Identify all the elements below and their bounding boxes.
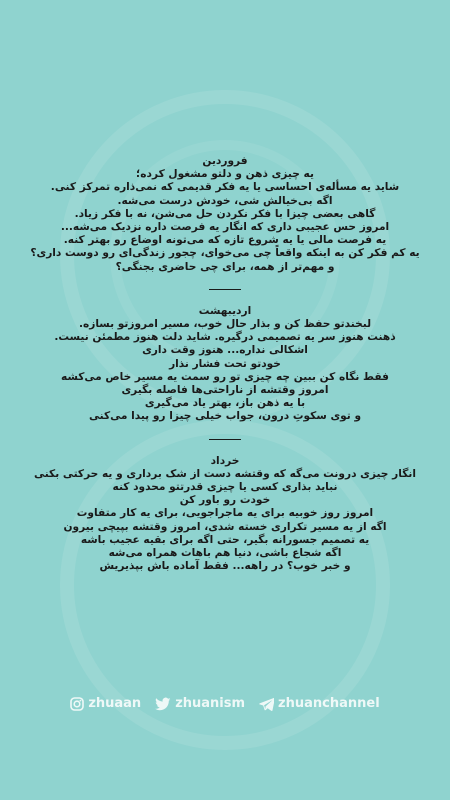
text-line: امروز وقتشه از ناراحتی‌ها فاصله بگیری [121, 384, 329, 397]
text-line: یه کم فکر کن به اینکه واقعاً چی می‌خوای، چجور زندگی‌ای رو دوست داری؟ [30, 247, 420, 260]
text-line: انگار چیزی درونت می‌گه که وقتشه دست از شک برداری و یه حرکتی بکنی [34, 467, 416, 480]
section-khordad [20, 455, 430, 574]
text-line: اگه شجاع باشی، دنیا هم باهات همراه می‌شه [108, 547, 342, 560]
text-line: فقط نگاه کن ببین چه چیزی تو رو سمت یه مسیر خاص می‌کشه [61, 370, 389, 383]
twitter-handle[interactable] [155, 696, 245, 711]
text-line: یه چیزی ذهن و دلتو مشغول کرده؛ [136, 168, 314, 181]
text-line: ذهنت هنوز سر یه تصمیمی درگیره. شاید دلت هنوز مطمئن نیست. [54, 331, 396, 344]
text-line: لبخندتو حفظ کن و بذار حال خوب، مسیر امروزتو بسازه. [78, 318, 372, 331]
section-divider [209, 289, 241, 290]
instagram-handle-text: zhuaan [88, 696, 142, 711]
text-line: خودت رو باور کن [179, 494, 271, 507]
instagram-handle[interactable] [70, 696, 141, 711]
twitter-icon [155, 697, 171, 711]
text-line: خودتو تحت فشار نذار [169, 357, 281, 370]
social-handles [0, 696, 450, 711]
section-title: خرداد [210, 454, 240, 467]
telegram-handle-text: zhuanchannel [278, 696, 380, 711]
telegram-icon [259, 697, 274, 711]
text-line: و خبر خوب؟ در راهه... فقط آماده باش بپذیریش [99, 560, 351, 573]
text-line: اگه بی‌خیالش شی، خودش درست می‌شه. [117, 194, 333, 207]
twitter-handle-text: zhuanism [175, 696, 246, 711]
text-line: اشکالی نداره... هنوز وقت داری [142, 344, 308, 357]
text-line: و مهم‌تر از همه، برای چی حاضری بجنگی؟ [115, 260, 335, 273]
text-line: نباید بذاری کسی یا چیزی قدرتتو محدود کنه [112, 481, 338, 494]
section-farvardin [20, 155, 430, 274]
instagram-icon [70, 697, 84, 711]
text-line: امروز حس عجیبی داری که انگار یه فرصت داره نزدیک می‌شه... [60, 221, 390, 234]
text-line: یه تصمیم جسورانه بگیر، حتی اگه برای بقیه عجیب باشه [80, 533, 370, 546]
text-line: و توی سکوتِ درون، جواب خیلی چیزا رو پیدا می‌کنی [88, 410, 362, 423]
text-line: با یه ذهن باز، بهتر یاد می‌گیری [144, 397, 306, 410]
text-line: اگه از یه مسیر تکراری خسته شدی، امروز وقتشه بپیچی بیرون [63, 520, 387, 533]
text-line: امروز روز خوبیه برای یه ماجراجویی، برای یه کار متفاوت [76, 507, 374, 520]
text-line: گاهی بعضی چیزا با فکر نکردن حل می‌شن، نه با فکر زیاد. [74, 207, 376, 220]
telegram-handle[interactable] [259, 696, 380, 711]
horoscope-text [20, 155, 430, 573]
section-ordibehesht [20, 305, 430, 424]
section-title: اردیبهشت [198, 304, 252, 317]
text-line: شاید یه مسأله‌ی احساسی یا یه فکر قدیمی که نمی‌ذاره تمرکز کنی. [50, 181, 400, 194]
text-line: یه فرصت مالی یا یه شروع تازه که می‌تونه اوضاع رو بهتر کنه. [63, 234, 387, 247]
section-title: فروردین [202, 155, 248, 167]
section-divider [209, 439, 241, 440]
